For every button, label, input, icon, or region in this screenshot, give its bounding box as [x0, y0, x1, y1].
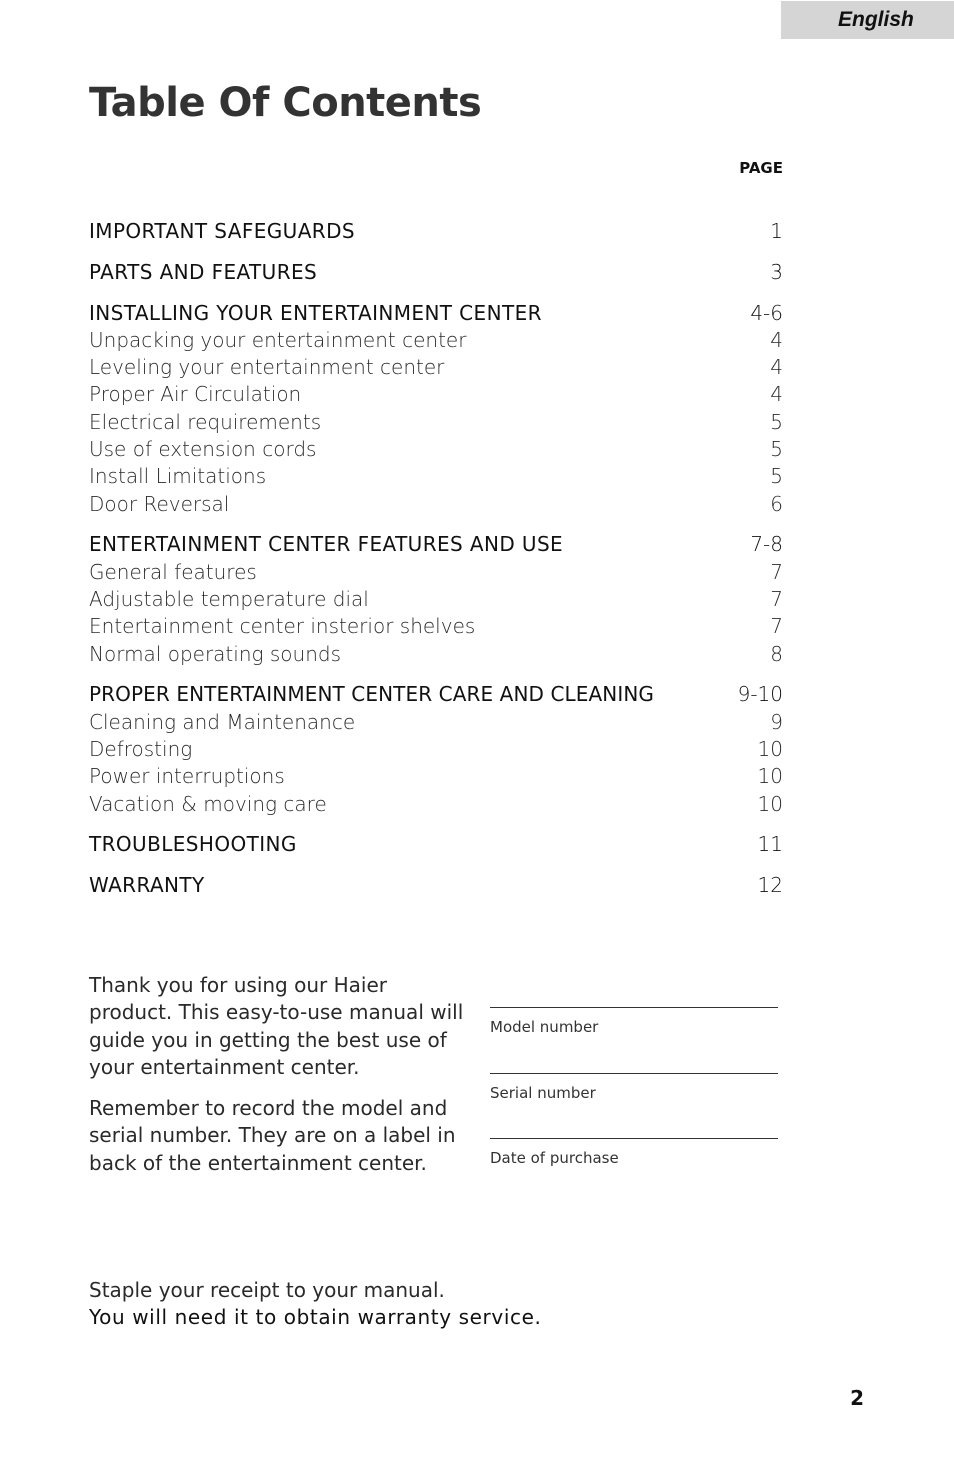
toc-section	[89, 531, 783, 558]
toc-item-label: Leveling your entertainment center	[89, 355, 445, 380]
toc-item-page: 5	[770, 464, 783, 489]
toc-section	[89, 300, 783, 327]
toc-item-page: 4	[770, 355, 783, 380]
toc-section	[89, 872, 783, 899]
toc-item	[89, 586, 783, 613]
toc-item	[89, 613, 783, 640]
toc-item-page: 5	[770, 409, 783, 434]
toc-item-label: Electrical requirements	[89, 409, 322, 434]
model-number-label: Model number	[490, 1018, 599, 1036]
toc-item	[89, 641, 783, 668]
serial-number-field	[490, 1073, 778, 1102]
toc-item-page: 9	[770, 709, 783, 734]
toc-section-title: INSTALLING YOUR ENTERTAINMENT CENTER	[89, 300, 542, 325]
language-tab: English	[781, 1, 954, 39]
toc-item-page: 4	[770, 327, 783, 352]
toc-item-page: 8	[770, 641, 783, 666]
intro-text	[89, 972, 469, 1191]
toc-item-page: 7	[770, 559, 783, 584]
toc-item	[89, 736, 783, 763]
serial-number-label: Serial number	[490, 1084, 596, 1102]
toc-item-label: Cleaning and Maintenance	[89, 709, 356, 734]
toc-section-page: 3	[770, 259, 783, 284]
toc-item-label: Normal operating sounds	[89, 641, 341, 666]
model-number-field	[490, 1007, 778, 1036]
toc-item-page: 10	[757, 737, 783, 762]
date-of-purchase-label: Date of purchase	[490, 1149, 619, 1167]
toc-section	[89, 259, 783, 286]
toc-section-title: WARRANTY	[89, 873, 205, 898]
toc-item-page: 6	[770, 491, 783, 516]
toc-item	[89, 763, 783, 790]
toc-item-page: 5	[770, 437, 783, 462]
toc-section-page: 11	[757, 832, 783, 857]
toc-item-page: 7	[770, 587, 783, 612]
toc-section-page: 7-8	[750, 532, 783, 557]
toc-item	[89, 491, 783, 518]
toc-item	[89, 354, 783, 381]
toc-item-page: 10	[757, 764, 783, 789]
staple-note	[89, 1277, 789, 1332]
toc-section-title: IMPORTANT SAFEGUARDS	[89, 219, 355, 243]
toc-item-label: Use of extension cords	[89, 437, 317, 462]
table-of-contents	[89, 218, 783, 900]
toc-item-label: Entertainment center insterior shelves	[89, 614, 476, 639]
intro-paragraph: Thank you for using our Haier product. This easy-to-use manual will guide you in getting the best use of your entertainment center.	[89, 973, 464, 1079]
toc-item	[89, 709, 783, 736]
toc-section-page: 9-10	[737, 682, 783, 707]
toc-item-page: 7	[770, 614, 783, 639]
toc-section-title: ENTERTAINMENT CENTER FEATURES AND USE	[89, 532, 564, 557]
toc-section-title: PROPER ENTERTAINMENT CENTER CARE AND CLEANING	[89, 682, 655, 707]
staple-line: Staple your receipt to your manual.	[89, 1278, 445, 1302]
toc-item	[89, 791, 783, 818]
toc-item-page: 4	[770, 382, 783, 407]
toc-item-label: Power interruptions	[89, 764, 285, 789]
toc-item-label: Adjustable temperature dial	[89, 587, 369, 612]
toc-item	[89, 381, 783, 408]
toc-item	[89, 559, 783, 586]
toc-section	[89, 218, 783, 245]
toc-item	[89, 436, 783, 463]
page-number: 2	[850, 1386, 864, 1410]
intro-paragraph: Remember to record the model and serial number. They are on a label in back of the entertainment center.	[89, 1096, 456, 1175]
toc-item-label: Proper Air Circulation	[89, 382, 302, 407]
toc-item-label: Door Reversal	[89, 491, 230, 516]
toc-section-title: PARTS AND FEATURES	[89, 259, 318, 284]
toc-item-label: Defrosting	[89, 737, 193, 762]
toc-item	[89, 463, 783, 490]
toc-item-label: Unpacking your entertainment center	[89, 327, 467, 352]
toc-section-page: 12	[757, 873, 783, 898]
toc-item	[89, 327, 783, 354]
date-of-purchase-field	[490, 1138, 778, 1167]
toc-section	[89, 831, 783, 858]
toc-item-label: Install Limitations	[89, 464, 267, 489]
toc-section-page: 1	[770, 219, 783, 243]
toc-item-label: General features	[89, 559, 257, 584]
toc-section	[89, 681, 783, 708]
toc-item	[89, 409, 783, 436]
toc-item-page: 10	[757, 791, 783, 816]
toc-section-page: 4-6	[750, 300, 783, 325]
page-title: Table Of Contents	[89, 80, 482, 126]
page-column-header: PAGE	[739, 159, 783, 177]
toc-item-label: Vacation & moving care	[89, 791, 327, 816]
warranty-note: You will need it to obtain warranty service.	[89, 1305, 542, 1330]
toc-section-title: TROUBLESHOOTING	[89, 832, 297, 857]
